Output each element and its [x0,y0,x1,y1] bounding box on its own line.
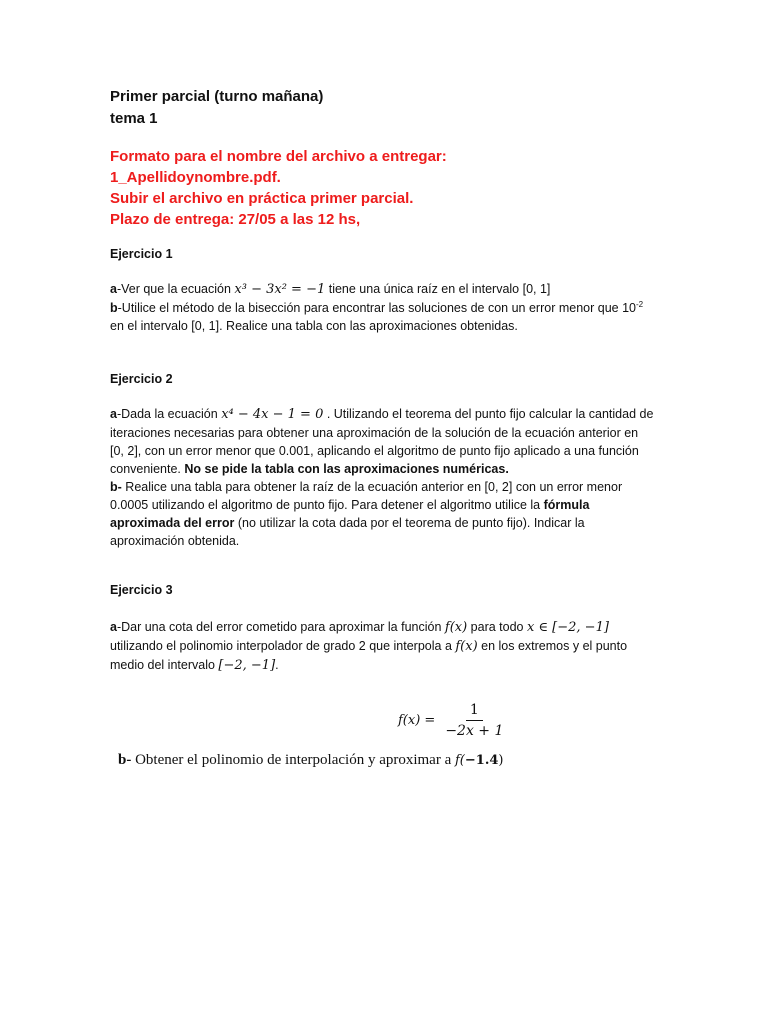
formula-fraction [441,702,507,739]
part-b-text: Realice una tabla para obtener la raíz de la ecuación anterior en [0, 2] con un error menor 0.0005 utilizando el algoritmo de punto fijo. Para detener el algoritmo utilice la [110,480,623,512]
exercise-3-body [110,618,655,675]
exponent: -2 [635,300,644,309]
formula-denominator: −2x + 1 [445,722,504,739]
instruction-line-1: Formato para el nombre del archivo a entregar: [110,148,447,165]
part-a-label: a [110,407,117,421]
exercise-2-body [110,405,655,550]
exercise-3-heading: Ejercicio 3 [110,583,173,597]
part-a-text-4: en los extremos y el punto medio del intervalo [110,639,628,672]
instruction-line-4: Plazo de entrega: 27/05 a las 12 hs, [110,211,361,228]
eval-point-open: f( [455,753,465,768]
eval-point-value: −1.4 [464,753,499,768]
exercise-3-part-a [110,618,655,675]
exercise-2-heading: Ejercicio 2 [110,372,173,386]
instruction-line-2: 1_Apellidoynombre.pdf. [110,169,281,186]
part-a-text-5: . [275,658,279,672]
exercise-3-part-b [118,752,503,769]
instruction-line-3: Subir el archivo en práctica primer parcial. [110,190,414,207]
part-b-label: b [110,301,118,315]
exercise-1-heading: Ejercicio 1 [110,247,173,261]
eval-point-close: ) [498,753,504,768]
part-a-text-3: utilizando el polinomio interpolador de grado 2 que interpola a [110,639,456,653]
interval-ref: [−2, −1] [218,658,276,673]
equation-1: x³ − 3x² = −1 [234,282,326,297]
part-a-text: -Dar una cota del error cometido para aproximar la función [116,620,445,634]
part-a-bold-note: No se pide la tabla con las aproximaciones numéricas. [184,462,509,476]
part-a-text: -Ver que la ecuación [116,282,235,296]
exercise-1-body [110,280,655,335]
equation-2: x⁴ − 4x − 1 = 0 [221,407,324,422]
title-line-2: tema 1 [110,110,158,127]
function-ref-2: f(x) [455,639,478,654]
part-b-text-cont: (no utilizar la cota dada por el teorema de punto fijo). Indicar la aproximación obtenida. [110,516,585,548]
part-a-text-cont: tiene una única raíz en el intervalo [0, 1] [325,282,551,296]
domain-ref: x ∈ [−2, −1] [526,620,609,635]
part-a-label: a [110,282,117,296]
part-b-text: -Utilice el método de la bisección para encontrar las soluciones de con un error menor que 10 [117,301,636,315]
part-a-text-2: para todo [467,620,527,634]
function-formula [398,700,507,740]
function-ref: f(x) [444,620,468,635]
part-b-label: b- [110,480,122,494]
exercise-2-part-b [110,478,655,550]
part-b-text: Obtener el polinomio de interpolación y aproximar a [131,752,455,768]
part-a-text: -Dada la ecuación [116,407,222,421]
part-b-text-cont: en el intervalo [0, 1]. Realice una tabla con las aproximaciones obtenidas. [110,319,518,333]
submission-instructions [110,146,655,230]
exercise-1-part-b [110,299,655,335]
exercise-2-part-a [110,405,655,478]
exercise-1-part-a [110,280,655,299]
title-line-1: Primer parcial (turno mañana) [110,88,324,105]
document-title [110,86,655,130]
part-a-text-cont: . Utilizando el teorema del punto fijo calcular la cantidad de iteraciones necesarias para obtener una aproximación de la solución de la ecuación anterior en [0, 2], con un error menor que 0.001, aplicando el algoritmo de punto fijo aplicado a una función conveniente. [110,407,654,476]
part-b-label: b- [118,752,132,768]
formula-numerator: 1 [466,702,483,721]
part-b-bold-phrase: fórmula aproximada del error [110,498,590,530]
formula-lhs: f(x) = [398,712,436,728]
part-a-label: a [110,620,117,634]
